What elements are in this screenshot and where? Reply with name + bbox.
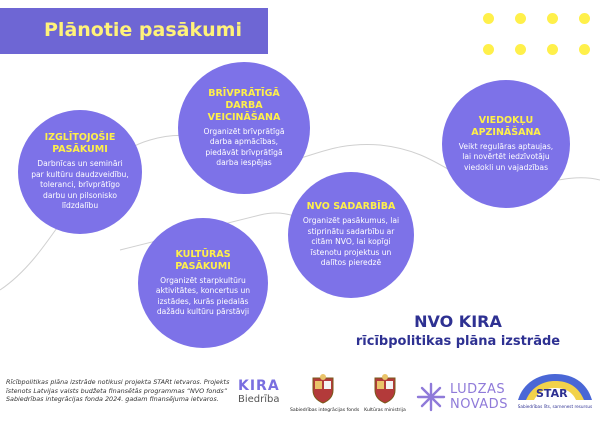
km-logo-label: Kultūras ministrija [364,408,406,413]
nvo-subtitle: rīcībpolitikas plāna izstrāde [355,334,561,349]
snowflake-icon [416,382,446,412]
kira-logo [238,378,288,414]
decorative-dot [483,44,494,55]
ludzas-logo [416,380,512,414]
circle-heading: NVO SADARBĪBA [306,201,396,213]
ludzas-logo-bottom: NOVADS [450,397,508,412]
circle-heading: IZGLĪTOJOŠIE PASĀKUMI [44,132,116,156]
nvo-title: NVO KIRA [414,312,502,331]
decorative-dot [547,44,558,55]
circle-volunteering [178,62,310,194]
footnote: Rīcībpolitikas plāna izstrāde notikusi projekta STARt ietvaros. Projekts īstenots Latvijas valsts budžeta finansētās programmas “NVO fonds” Sabiedrības integrācijas fonda 2024. gadam finansējuma ietvaros. [6,378,230,404]
circle-heading: KULTŪRAS PASĀKUMI [175,248,231,272]
coat-of-arms-icon [310,374,336,404]
decorative-dot [579,13,590,24]
circle-opinions [442,80,570,208]
circle-heading: BRĪVPRĀTĪGĀ DARBA VEICINĀŠANA [207,87,281,123]
circle-body: Organizēt brīvprātīgā darba apmācības, piedāvāt brīvprātīgā darba iespējas [203,126,285,167]
star-logo-subtext: Sabiedrības līts, sarnenest resursus [517,404,593,409]
circle-culture [138,218,268,348]
circle-heading: VIEDOKĻU APZINĀŠANA [471,114,541,138]
ludzas-logo-top: LUDZAS [450,382,506,397]
circle-ngo-cooperation [288,172,414,298]
decorative-dot [515,44,526,55]
decorative-dot [547,13,558,24]
star-logo-text: STAR [536,387,568,400]
km-logo [360,374,410,418]
decorative-dot [579,44,590,55]
circle-body: Veikt regulāras aptaujas, lai novērtēt iedzīvotāju viedokli un vajadzības [458,141,554,172]
decorative-dot [515,13,526,24]
sif-logo [290,374,360,418]
kira-logo-subtext: Biedrība [238,394,280,405]
title-band [0,8,268,54]
decorative-dot [483,13,494,24]
star-logo [512,372,598,420]
coat-of-arms-icon [372,374,398,404]
circle-education [18,110,142,234]
sif-logo-label: Sabiedrības integrācijas fonds [290,408,360,413]
circle-body: Organizēt pasākumus, lai stiprinātu sadarbību ar citām NVO, lai kopīgi īstenotu projektus un dalītos pieredzē [302,216,400,268]
circle-body: Organizēt starpkultūru aktivitātes, koncertus un izstādes, kurās piedalās dažādu kultūru pārstāvji [155,275,251,316]
kira-logo-text: KIRA [238,378,280,394]
page-title: Plānotie pasākumi [44,19,242,41]
circle-body: Darbnīcas un semināri par kultūru daudzveidību, toleranci, brīvprātīgo darbu un pilsonisko līdzdalību [31,159,129,211]
